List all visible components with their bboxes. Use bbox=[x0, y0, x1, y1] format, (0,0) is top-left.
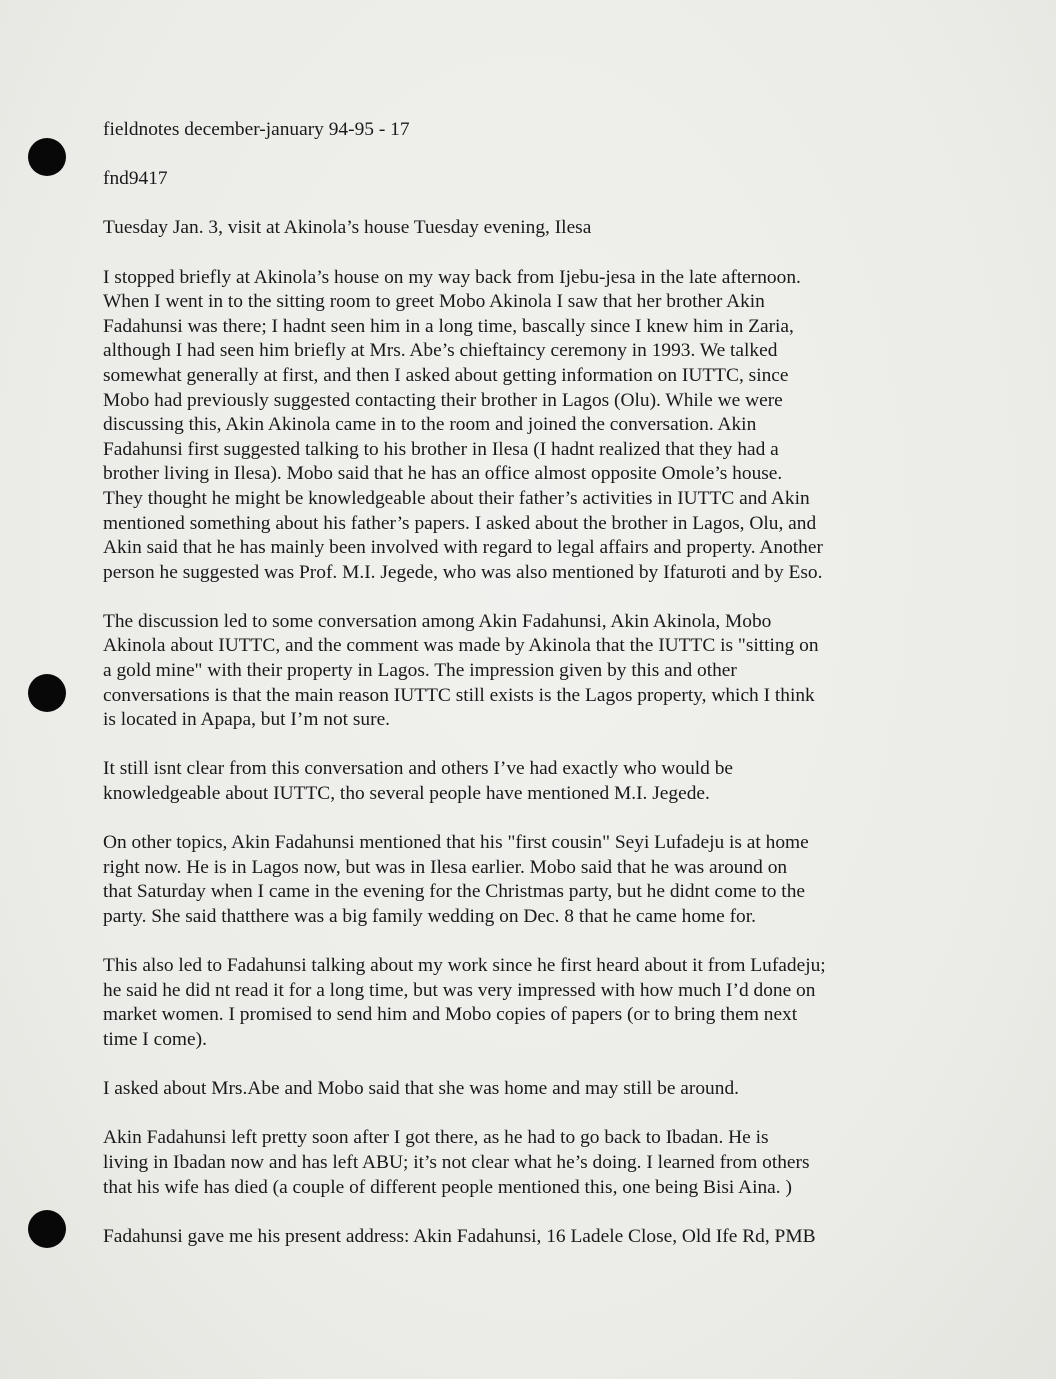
text-line: somewhat generally at first, and then I asked about getting information on IUTTC, since bbox=[103, 364, 789, 386]
text-line: The discussion led to some conversation among Akin Fadahunsi, Akin Akinola, Mobo bbox=[103, 610, 772, 632]
text-line: living in Ibadan now and has left ABU; it’s not clear what he’s doing. I learned from others bbox=[103, 1151, 810, 1173]
text-line: They thought he might be knowledgeable about their father’s activities in IUTTC and Akin bbox=[103, 487, 810, 509]
text-line: brother living in Ilesa). Mobo said that he has an office almost opposite Omole’s house. bbox=[103, 463, 783, 485]
paragraph bbox=[103, 831, 923, 929]
paragraph bbox=[103, 757, 923, 806]
text-line: I asked about Mrs.Abe and Mobo said that she was home and may still be around. bbox=[103, 1078, 739, 1100]
text-line: conversations is that the main reason IUTTC still exists is the Lagos property, which I think bbox=[103, 684, 815, 706]
binder-hole-bottom bbox=[28, 1210, 66, 1248]
text-line: Fadahunsi gave me his present address: Akin Fadahunsi, 16 Ladele Close, Old Ife Rd, PMB bbox=[103, 1225, 816, 1247]
text-line: Akin Fadahunsi left pretty soon after I got there, as he had to go back to Ibadan. He is bbox=[103, 1127, 769, 1149]
document-title: fieldnotes december-january 94-95 - 17 bbox=[103, 119, 410, 140]
document-body bbox=[103, 118, 923, 1274]
text-line: party. She said thatthere was a big family wedding on Dec. 8 that he came home for. bbox=[103, 906, 756, 927]
text-line: When I went in to the sitting room to greet Mobo Akinola I saw that her brother Akin bbox=[103, 291, 765, 313]
paragraph bbox=[103, 266, 923, 586]
text-line: discussing this, Akin Akinola came in to the room and joined the conversation. Akin bbox=[103, 414, 757, 436]
text-line: On other topics, Akin Fadahunsi mentioned that his "first cousin" Seyi Lufadeju is at home bbox=[103, 832, 809, 854]
text-line: right now. He is in Lagos now, but was in Ilesa earlier. Mobo said that he was around on bbox=[103, 856, 788, 878]
file-id: fnd9417 bbox=[103, 168, 168, 190]
text-line: Fadahunsi was there; I hadnt seen him in a long time, bascally since I knew him in Zaria, bbox=[103, 315, 794, 337]
paragraph bbox=[103, 1077, 923, 1102]
text-line: Akinola about IUTTC, and the comment was made by Akinola that the IUTTC is "sitting on bbox=[103, 635, 819, 657]
text-line: market women. I promised to send him and Mobo copies of papers (or to bring them next bbox=[103, 1004, 798, 1026]
paragraph bbox=[103, 954, 923, 1052]
text-line: It still isnt clear from this conversation and others I’ve had exactly who would be bbox=[103, 758, 734, 780]
text-line: mentioned something about his father’s papers. I asked about the brother in Lagos, Olu, and bbox=[103, 512, 817, 534]
text-line: Mobo had previously suggested contacting their brother in Lagos (Olu). While we were bbox=[103, 389, 783, 411]
text-line: knowledgeable about IUTTC, tho several people have mentioned M.I. Jegede. bbox=[103, 783, 710, 805]
text-line: that his wife has died (a couple of different people mentioned this, one being Bisi Aina. ) bbox=[103, 1176, 792, 1198]
binder-hole-top bbox=[28, 138, 66, 176]
text-line: I stopped briefly at Akinola’s house on my way back from Ijebu-jesa in the late afternoon. bbox=[103, 266, 801, 288]
text-line: Fadahunsi first suggested talking to his brother in Ilesa (I hadnt realized that they had a bbox=[103, 438, 779, 460]
paragraph bbox=[103, 1126, 923, 1200]
entry-heading: Tuesday Jan. 3, visit at Akinola’s house Tuesday evening, Ilesa bbox=[103, 217, 592, 239]
text-line: a gold mine" with their property in Lagos. The impression given by this and other bbox=[103, 660, 737, 682]
text-line: person he suggested was Prof. M.I. Jegede, who was also mentioned by Ifaturoti and by Eso. bbox=[103, 561, 823, 583]
paragraph-list bbox=[103, 266, 923, 1250]
paragraph bbox=[103, 1225, 923, 1250]
text-line: that Saturday when I came in the evening for the Christmas party, but he didnt come to the bbox=[103, 881, 806, 903]
text-line: is located in Apapa, but I’m not sure. bbox=[103, 709, 391, 731]
text-line: although I had seen him briefly at Mrs. Abe’s chieftaincy ceremony in 1993. We talked bbox=[103, 340, 778, 362]
text-line: he said he did nt read it for a long time, but was very impressed with how much I’d done on bbox=[103, 979, 816, 1001]
paragraph bbox=[103, 610, 923, 733]
text-line: Akin said that he has mainly been involved with regard to legal affairs and property. Another bbox=[103, 537, 823, 559]
text-line: This also led to Fadahunsi talking about my work since he first heard about it from Lufadeju; bbox=[103, 955, 826, 977]
binder-hole-middle bbox=[28, 674, 66, 712]
text-line: time I come). bbox=[103, 1028, 207, 1050]
